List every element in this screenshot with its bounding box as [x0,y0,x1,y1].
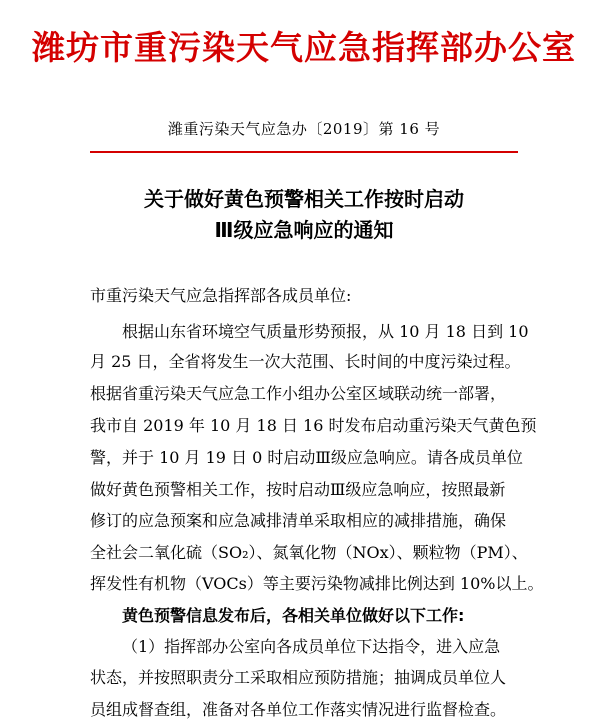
body-line: 我市自 2019 年 10 月 18 日 16 时发布启动重污染天气黄色预 [90,416,537,435]
body-line: （1）指挥部办公室向各成员单位下达指令，进入应急 [122,637,501,656]
body-line: 根据山东省环境空气质量形势预报，从 10 月 18 日到 10 [122,322,529,341]
body-line: 做好黄色预警相关工作，按时启动Ⅲ级应急响应，按照最新 [90,480,506,499]
notice-title-line-1: 关于做好黄色预警相关工作按时启动 [144,187,464,211]
body-line: 全社会二氧化硫（SO₂）、氮氧化物（NOx）、颗粒物（PM）、 [90,543,528,562]
body-line: 根据省重污染天气应急工作小组办公室区域联动统一部署， [90,384,507,403]
body-line: 状态，并按照职责分工采取相应预防措施；抽调成员单位人 [90,668,507,687]
issuing-office-header: 潍坊市重污染天气应急指挥部办公室 [32,28,576,67]
body-line: 修订的应急预案和应急减排清单采取相应的减排措施，确保 [90,511,507,530]
notice-title [0,184,608,246]
red-divider-line [90,151,518,153]
body-line: 月 25 日，全省将发生一次大范围、长时间的中度污染过程。 [90,352,521,371]
document-number: 潍重污染天气应急办〔2019〕第 16 号 [167,120,441,138]
body-line: 员组成督查组，准备对各单位工作落实情况进行监督检查。 [90,700,507,719]
notice-title-line-2: Ⅲ级应急响应的通知 [214,218,394,242]
body-line: 警，并于 10 月 19 日 0 时启动Ⅲ级应急响应。请各成员单位 [90,448,523,467]
body-line: 挥发性有机物（VOCs）等主要污染物减排比例达到 10%以上。 [90,574,544,593]
section-heading: 黄色预警信息发布后，各相关单位做好以下工作: [122,606,465,625]
addressee: 市重污染天气应急指挥部各成员单位: [90,286,352,305]
